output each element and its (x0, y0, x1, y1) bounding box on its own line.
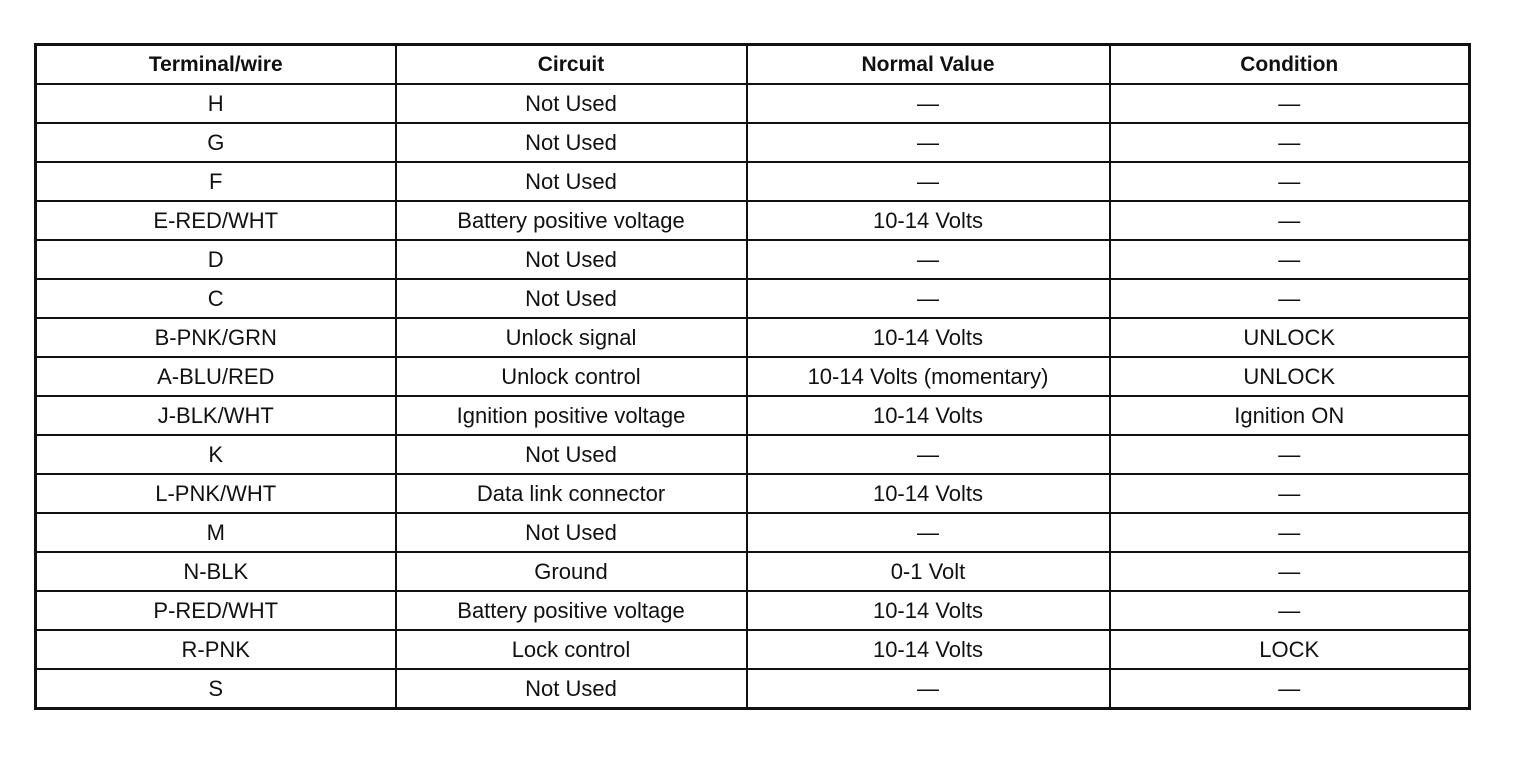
cell-normal-value: 10-14 Volts (747, 630, 1110, 669)
cell-normal-value: — (747, 84, 1110, 123)
cell-normal-value: 10-14 Volts (momentary) (747, 357, 1110, 396)
cell-condition: — (1110, 162, 1470, 201)
header-condition: Condition (1110, 45, 1470, 85)
table-row (36, 591, 1470, 630)
cell-circuit: Battery positive voltage (396, 201, 747, 240)
cell-circuit: Data link connector (396, 474, 747, 513)
cell-normal-value: 10-14 Volts (747, 201, 1110, 240)
cell-circuit: Not Used (396, 669, 747, 709)
header-terminal-wire: Terminal/wire (36, 45, 396, 85)
terminal-table-container (34, 43, 1471, 710)
cell-condition: — (1110, 201, 1470, 240)
cell-normal-value: — (747, 279, 1110, 318)
cell-circuit: Unlock control (396, 357, 747, 396)
cell-circuit: Ground (396, 552, 747, 591)
cell-circuit: Unlock signal (396, 318, 747, 357)
header-row (36, 45, 1470, 85)
cell-condition: — (1110, 123, 1470, 162)
table-row (36, 318, 1470, 357)
cell-condition: — (1110, 435, 1470, 474)
cell-condition: — (1110, 240, 1470, 279)
cell-condition: — (1110, 591, 1470, 630)
table-row (36, 162, 1470, 201)
cell-condition: — (1110, 513, 1470, 552)
cell-condition: — (1110, 669, 1470, 709)
cell-terminal-wire: N-BLK (36, 552, 396, 591)
cell-terminal-wire: K (36, 435, 396, 474)
table-row (36, 669, 1470, 709)
cell-normal-value: — (747, 669, 1110, 709)
cell-normal-value: 10-14 Volts (747, 396, 1110, 435)
table-row (36, 552, 1470, 591)
cell-circuit: Not Used (396, 240, 747, 279)
table-row (36, 201, 1470, 240)
table-row (36, 396, 1470, 435)
cell-terminal-wire: A-BLU/RED (36, 357, 396, 396)
cell-normal-value: 0-1 Volt (747, 552, 1110, 591)
cell-circuit: Ignition positive voltage (396, 396, 747, 435)
cell-normal-value: 10-14 Volts (747, 591, 1110, 630)
cell-terminal-wire: L-PNK/WHT (36, 474, 396, 513)
cell-terminal-wire: H (36, 84, 396, 123)
header-normal-value: Normal Value (747, 45, 1110, 85)
table-row (36, 435, 1470, 474)
table-row (36, 279, 1470, 318)
cell-circuit: Not Used (396, 123, 747, 162)
cell-terminal-wire: F (36, 162, 396, 201)
table-row (36, 84, 1470, 123)
cell-terminal-wire: D (36, 240, 396, 279)
cell-normal-value: 10-14 Volts (747, 474, 1110, 513)
cell-terminal-wire: S (36, 669, 396, 709)
cell-normal-value: — (747, 123, 1110, 162)
cell-terminal-wire: J-BLK/WHT (36, 396, 396, 435)
cell-condition: UNLOCK (1110, 357, 1470, 396)
cell-normal-value: 10-14 Volts (747, 318, 1110, 357)
table-row (36, 357, 1470, 396)
cell-terminal-wire: E-RED/WHT (36, 201, 396, 240)
cell-condition: — (1110, 474, 1470, 513)
cell-normal-value: — (747, 513, 1110, 552)
table-row (36, 240, 1470, 279)
cell-circuit: Lock control (396, 630, 747, 669)
cell-normal-value: — (747, 162, 1110, 201)
table-body (36, 84, 1470, 709)
cell-condition: Ignition ON (1110, 396, 1470, 435)
cell-circuit: Not Used (396, 435, 747, 474)
cell-condition: UNLOCK (1110, 318, 1470, 357)
cell-circuit: Not Used (396, 513, 747, 552)
cell-circuit: Not Used (396, 279, 747, 318)
table-header (36, 45, 1470, 85)
terminal-values-table (34, 43, 1471, 710)
cell-terminal-wire: B-PNK/GRN (36, 318, 396, 357)
cell-condition: — (1110, 84, 1470, 123)
cell-circuit: Battery positive voltage (396, 591, 747, 630)
table-row (36, 630, 1470, 669)
cell-circuit: Not Used (396, 162, 747, 201)
cell-normal-value: — (747, 435, 1110, 474)
table-row (36, 513, 1470, 552)
table-row (36, 123, 1470, 162)
cell-terminal-wire: M (36, 513, 396, 552)
cell-condition: — (1110, 552, 1470, 591)
cell-terminal-wire: P-RED/WHT (36, 591, 396, 630)
cell-condition: LOCK (1110, 630, 1470, 669)
cell-normal-value: — (747, 240, 1110, 279)
cell-terminal-wire: R-PNK (36, 630, 396, 669)
cell-terminal-wire: G (36, 123, 396, 162)
cell-circuit: Not Used (396, 84, 747, 123)
header-circuit: Circuit (396, 45, 747, 85)
cell-condition: — (1110, 279, 1470, 318)
table-row (36, 474, 1470, 513)
cell-terminal-wire: C (36, 279, 396, 318)
